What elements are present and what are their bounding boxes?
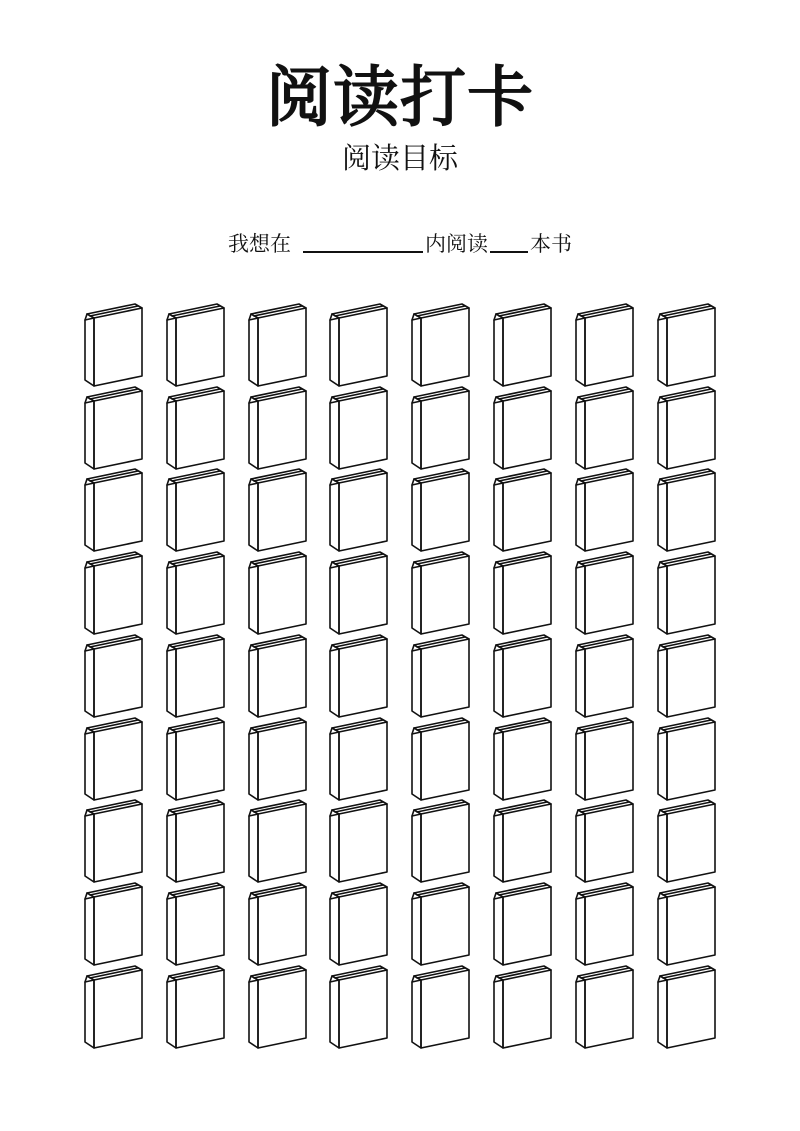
book-icon[interactable] [82, 879, 146, 967]
book-icon[interactable] [164, 465, 228, 553]
book-icon[interactable] [655, 962, 719, 1050]
goal-middle: 内阅读 [425, 232, 488, 256]
book-icon[interactable] [655, 879, 719, 967]
book-icon[interactable] [409, 879, 473, 967]
book-icon[interactable] [164, 383, 228, 471]
book-icon[interactable] [409, 631, 473, 719]
book-icon[interactable] [409, 300, 473, 388]
page-subtitle: 阅读目标 [341, 141, 458, 175]
book-icon[interactable] [327, 300, 391, 388]
book-icon[interactable] [573, 548, 637, 636]
book-icon[interactable] [491, 796, 555, 884]
book-icon[interactable] [491, 714, 555, 802]
book-icon[interactable] [409, 714, 473, 802]
book-icon[interactable] [409, 383, 473, 471]
book-icon[interactable] [409, 465, 473, 553]
book-icon[interactable] [164, 631, 228, 719]
book-icon[interactable] [573, 300, 637, 388]
book-icon[interactable] [573, 962, 637, 1050]
book-icon[interactable] [82, 631, 146, 719]
book-icon[interactable] [409, 962, 473, 1050]
book-icon[interactable] [164, 962, 228, 1050]
book-icon[interactable] [573, 383, 637, 471]
book-icon[interactable] [327, 879, 391, 967]
book-icon[interactable] [655, 300, 719, 388]
book-icon[interactable] [246, 962, 310, 1050]
book-icon[interactable] [246, 631, 310, 719]
book-icon[interactable] [573, 796, 637, 884]
book-icon[interactable] [246, 465, 310, 553]
book-icon[interactable] [164, 300, 228, 388]
book-icon[interactable] [246, 796, 310, 884]
book-icon[interactable] [246, 300, 310, 388]
book-icon[interactable] [491, 548, 555, 636]
book-icon[interactable] [82, 300, 146, 388]
book-icon[interactable] [246, 383, 310, 471]
book-icon[interactable] [327, 962, 391, 1050]
book-icon[interactable] [327, 796, 391, 884]
book-icon[interactable] [327, 631, 391, 719]
book-icon[interactable] [327, 383, 391, 471]
book-icon[interactable] [491, 879, 555, 967]
book-icon[interactable] [82, 383, 146, 471]
book-icon[interactable] [491, 300, 555, 388]
book-icon[interactable] [655, 383, 719, 471]
book-icon[interactable] [491, 465, 555, 553]
book-icon[interactable] [409, 796, 473, 884]
book-icon[interactable] [655, 631, 719, 719]
book-icon[interactable] [573, 714, 637, 802]
book-icon[interactable] [246, 879, 310, 967]
book-icon[interactable] [164, 879, 228, 967]
book-icon[interactable] [164, 548, 228, 636]
book-icon[interactable] [327, 465, 391, 553]
book-icon[interactable] [573, 465, 637, 553]
book-icon[interactable] [573, 879, 637, 967]
book-icon[interactable] [246, 714, 310, 802]
book-icon[interactable] [573, 631, 637, 719]
book-icon[interactable] [491, 631, 555, 719]
goal-prefix: 我想在 [228, 232, 291, 256]
book-icon[interactable] [409, 548, 473, 636]
book-icon[interactable] [164, 796, 228, 884]
book-icon[interactable] [491, 383, 555, 471]
book-icon[interactable] [327, 548, 391, 636]
book-icon[interactable] [655, 465, 719, 553]
book-icon[interactable] [82, 796, 146, 884]
book-icon[interactable] [655, 548, 719, 636]
book-icon[interactable] [491, 962, 555, 1050]
book-icon[interactable] [327, 714, 391, 802]
page-title: 阅读打卡 [266, 59, 534, 136]
book-icon[interactable] [655, 796, 719, 884]
book-icon[interactable] [82, 714, 146, 802]
book-icon[interactable] [82, 465, 146, 553]
goal-suffix: 本书 [530, 232, 572, 256]
book-icon[interactable] [82, 962, 146, 1050]
book-icon[interactable] [82, 548, 146, 636]
book-icon[interactable] [246, 548, 310, 636]
book-icon[interactable] [164, 714, 228, 802]
book-icon[interactable] [655, 714, 719, 802]
